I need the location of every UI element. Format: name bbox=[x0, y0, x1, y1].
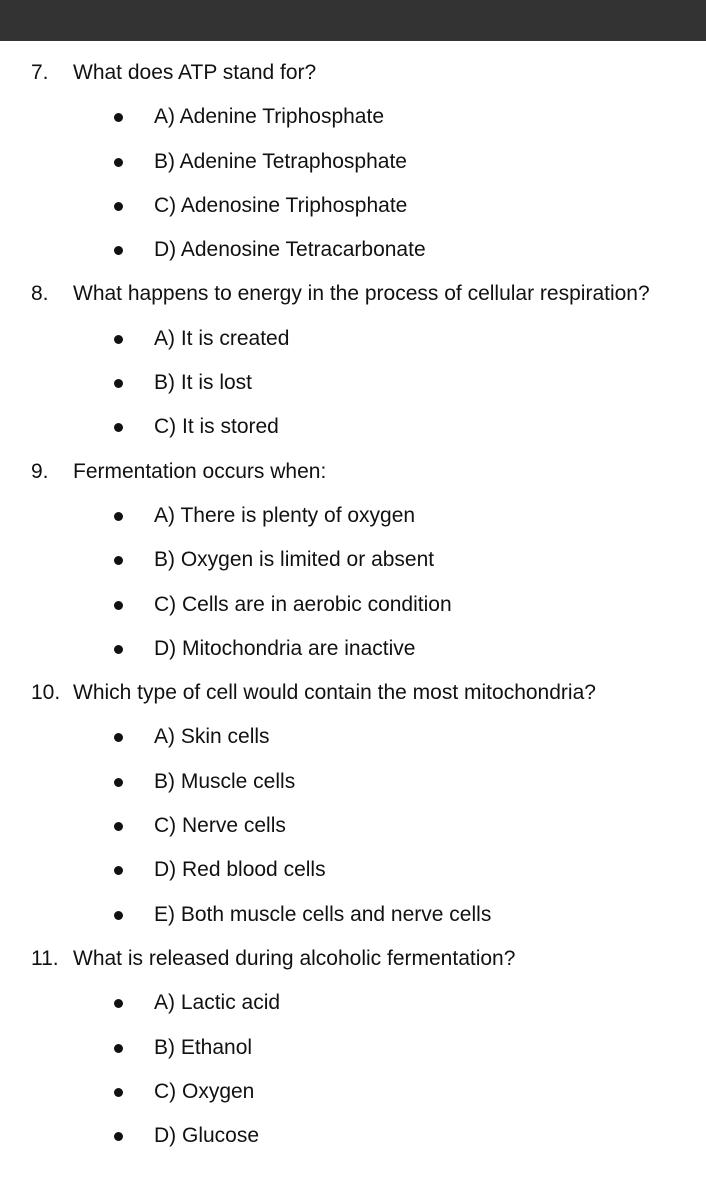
question-11 bbox=[0, 938, 706, 982]
option-text: C) Nerve cells bbox=[154, 814, 286, 838]
option-text: A) Adenine Triphosphate bbox=[154, 105, 384, 129]
option-item bbox=[0, 628, 706, 672]
option-text: D) Glucose bbox=[154, 1124, 260, 1148]
option-text: B) Oxygen is limited or absent bbox=[154, 548, 435, 572]
question-number: 9. bbox=[31, 459, 49, 483]
bullet-icon bbox=[114, 822, 123, 831]
bullet-icon bbox=[114, 866, 123, 875]
option-item bbox=[0, 141, 706, 185]
option-text: B) Muscle cells bbox=[154, 769, 296, 793]
question-9 bbox=[0, 451, 706, 495]
bullet-icon bbox=[114, 158, 123, 167]
option-item bbox=[0, 584, 706, 628]
option-item bbox=[0, 982, 706, 1026]
bullet-icon bbox=[114, 999, 123, 1008]
top-bar bbox=[0, 0, 706, 41]
bullet-icon bbox=[114, 423, 123, 432]
option-item bbox=[0, 229, 706, 273]
question-text: What is released during alcoholic fermentation? bbox=[73, 946, 516, 970]
option-item bbox=[0, 716, 706, 760]
question-number: 7. bbox=[31, 61, 49, 84]
option-item bbox=[0, 761, 706, 805]
question-number: 8. bbox=[31, 282, 49, 306]
option-item bbox=[0, 1027, 706, 1071]
option-item bbox=[0, 1071, 706, 1115]
question-8 bbox=[0, 273, 706, 317]
option-text: B) It is lost bbox=[154, 371, 253, 395]
bullet-icon bbox=[114, 645, 123, 654]
option-item bbox=[0, 805, 706, 849]
option-text: B) Ethanol bbox=[154, 1035, 253, 1059]
question-number: 10. bbox=[31, 681, 61, 705]
question-7 bbox=[0, 52, 706, 96]
bullet-icon bbox=[114, 113, 123, 122]
option-item bbox=[0, 362, 706, 406]
bullet-icon bbox=[114, 778, 123, 787]
bullet-icon bbox=[114, 1044, 123, 1053]
option-text: E) Both muscle cells and nerve cells bbox=[154, 902, 492, 926]
option-item bbox=[0, 406, 706, 450]
option-item bbox=[0, 894, 706, 938]
bullet-icon bbox=[114, 379, 123, 388]
bullet-icon bbox=[114, 1132, 123, 1141]
option-text: A) There is plenty of oxygen bbox=[154, 503, 416, 527]
option-text: C) Cells are in aerobic condition bbox=[154, 592, 452, 616]
option-text: D) Mitochondria are inactive bbox=[154, 636, 416, 660]
option-text: D) Adenosine Tetracarbonate bbox=[154, 238, 426, 262]
bullet-icon bbox=[114, 1088, 123, 1097]
question-text: Which type of cell would contain the most mitochondria? bbox=[73, 681, 596, 705]
option-text: D) Red blood cells bbox=[154, 858, 326, 882]
bullet-icon bbox=[114, 202, 123, 211]
bullet-icon bbox=[114, 512, 123, 521]
option-text: C) Adenosine Triphosphate bbox=[154, 193, 408, 217]
question-10 bbox=[0, 672, 706, 716]
option-item bbox=[0, 318, 706, 362]
option-text: A) Skin cells bbox=[154, 725, 270, 749]
bullet-icon bbox=[114, 246, 123, 255]
bullet-icon bbox=[114, 335, 123, 344]
option-item bbox=[0, 495, 706, 539]
option-item bbox=[0, 849, 706, 893]
option-text: A) It is created bbox=[154, 326, 290, 350]
bullet-icon bbox=[114, 911, 123, 920]
question-number: 11. bbox=[31, 946, 59, 970]
option-text: C) Oxygen bbox=[154, 1079, 255, 1103]
question-text: What does ATP stand for? bbox=[73, 61, 317, 84]
bullet-icon bbox=[114, 601, 123, 610]
option-text: B) Adenine Tetraphosphate bbox=[154, 149, 407, 173]
option-item bbox=[0, 96, 706, 140]
option-item bbox=[0, 185, 706, 229]
option-item bbox=[0, 1115, 706, 1159]
question-text: What happens to energy in the process of cellular respiration? bbox=[73, 282, 650, 306]
bullet-icon bbox=[114, 733, 123, 742]
option-text: C) It is stored bbox=[154, 415, 279, 439]
bullet-icon bbox=[114, 556, 123, 565]
option-text: A) Lactic acid bbox=[154, 991, 281, 1015]
option-item bbox=[0, 539, 706, 583]
question-text: Fermentation occurs when: bbox=[73, 459, 327, 483]
quiz-document bbox=[0, 52, 706, 1159]
